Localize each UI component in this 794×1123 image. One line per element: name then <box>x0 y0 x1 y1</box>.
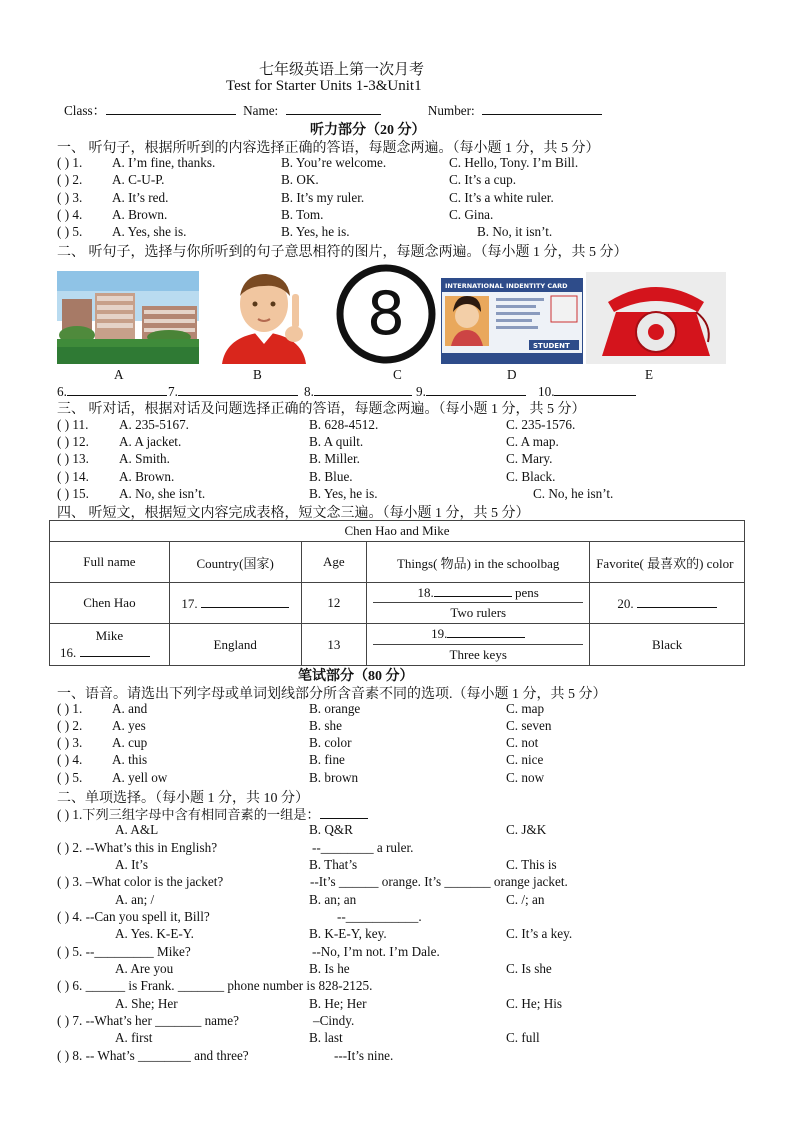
cell-country[interactable] <box>169 583 301 624</box>
red-telephone-picture <box>586 272 726 364</box>
option-a: A. She; Her <box>115 996 178 1011</box>
mc-question-4: ( ) 4. --Can you spell it, Bill? <box>57 909 210 924</box>
number-label: Number: <box>427 103 475 118</box>
header-age: Age <box>301 542 367 583</box>
cell-color: Black <box>590 624 745 666</box>
option-b: B. fine <box>309 752 345 767</box>
mc-answer-5: --No, I’m not. I’m Dale. <box>312 944 440 959</box>
listening-part4-instruction: 四、 听短文，根据短文内容完成表格，短文念三遍。（每小题 1 分，共 5 分） <box>57 506 530 521</box>
blank-line[interactable] <box>314 383 412 396</box>
option-b: B. That’s <box>309 857 358 872</box>
question-number: ( ) 15. <box>57 486 89 501</box>
question-number: ( ) 5. <box>57 224 83 239</box>
mc-question-2: ( ) 2. --What’s this in English? <box>57 840 218 855</box>
mc-answer-4: --___________. <box>337 909 422 924</box>
option-c: C. map <box>506 701 545 716</box>
option-a: A. It’s red. <box>112 190 169 205</box>
blank-line[interactable] <box>80 644 150 657</box>
option-c: C. No, he isn’t. <box>533 486 614 501</box>
mc-answer-2: --________ a ruler. <box>312 840 414 855</box>
thing-line-1[interactable] <box>373 583 583 603</box>
blank-line[interactable] <box>178 383 298 396</box>
option-b: B. OK. <box>281 172 319 187</box>
option-c: C. J&K <box>506 822 547 837</box>
option-b: B. Blue. <box>309 469 353 484</box>
option-c: C. It’s a white ruler. <box>449 190 554 205</box>
blank-label: 8. <box>304 384 314 399</box>
number-blank[interactable] <box>482 102 602 115</box>
option-a: A. first <box>115 1030 153 1045</box>
picture-label-a: A <box>114 367 124 382</box>
blank-line[interactable] <box>554 383 636 396</box>
question-number: ( ) 2. <box>57 718 83 733</box>
option-c: C. Is she <box>506 961 552 976</box>
option-a: A. yes <box>112 718 146 733</box>
cell-things <box>367 624 590 666</box>
option-b: B. He; Her <box>309 996 367 1011</box>
mc-question-3: ( ) 3. –What color is the jacket? <box>57 874 224 889</box>
header-country: Country(国家) <box>169 542 301 583</box>
option-c: C. A map. <box>506 434 559 449</box>
option-b: B. Is he <box>309 961 350 976</box>
question-text: ( ) 1.下列三组字母中含有相同音素的一组是： <box>57 807 320 822</box>
option-b: B. You’re welcome. <box>281 155 387 170</box>
option-b: B. orange <box>309 701 361 716</box>
option-b: B. Yes, he is. <box>309 486 378 501</box>
mc-question-5: ( ) 5. --_________ Mike? <box>57 944 191 959</box>
question-number: ( ) 5. <box>57 770 83 785</box>
mc-answer-7: –Cindy. <box>313 1013 355 1028</box>
card-title: INTERNATIONAL INDENTITY CARD <box>445 282 568 290</box>
question-number: ( ) 1. <box>57 701 83 716</box>
option-c: C. 235-1576. <box>506 417 576 432</box>
option-c: C. full <box>506 1030 540 1045</box>
option-b: B. Tom. <box>281 207 324 222</box>
option-b: B. last <box>309 1030 343 1045</box>
option-a: A. Brown. <box>119 469 175 484</box>
number-in-circle: 8 <box>366 279 406 349</box>
table-row <box>50 583 745 624</box>
name-blank[interactable] <box>286 102 381 115</box>
mc-question-8: ( ) 8. -- What’s ________ and three? <box>57 1048 249 1063</box>
option-a: A. Are you <box>115 961 174 976</box>
mc-question-1 <box>57 804 368 823</box>
option-b: B. brown <box>309 770 359 785</box>
cell-age: 12 <box>301 583 367 624</box>
cell-color[interactable] <box>590 583 745 624</box>
option-b: B. color <box>309 735 352 750</box>
option-b: B. she <box>309 718 342 733</box>
mike-name: Mike <box>95 628 124 643</box>
blank-label: 9. <box>416 384 426 399</box>
option-a: A. this <box>112 752 148 767</box>
blank-label: 17. <box>181 595 198 611</box>
blank-label: 20. <box>617 595 634 611</box>
blank-label: 6. <box>57 384 67 399</box>
blank-label: 19. <box>431 626 448 641</box>
option-b: B. Miller. <box>309 451 360 466</box>
option-b: B. Yes, he is. <box>281 224 350 239</box>
title-cn: 七年级英语上第一次月考 <box>259 62 425 78</box>
thing-line-2: Two rulers <box>450 605 507 620</box>
option-a: A. Smith. <box>119 451 170 466</box>
option-a: A. Brown. <box>112 207 168 222</box>
writing-part2-instruction: 二、单项选择。（每小题 1 分，共 10 分） <box>57 791 309 806</box>
question-number: ( ) 4. <box>57 207 83 222</box>
class-blank[interactable] <box>106 102 236 115</box>
blank-label: 7. <box>168 384 178 399</box>
question-number: ( ) 14. <box>57 469 89 484</box>
info-table <box>49 520 745 666</box>
cell-name <box>50 624 170 666</box>
picture-label-e: E <box>645 367 654 382</box>
class-label: Class： <box>64 103 106 118</box>
header-favorite-color: Favorite( 最喜欢的) color <box>590 542 745 583</box>
thing-line-2: Three keys <box>449 647 507 662</box>
question-number: ( ) 4. <box>57 752 83 767</box>
option-a: A. and <box>112 701 148 716</box>
blank-label: 16. <box>60 645 77 660</box>
school-building-picture <box>57 271 199 364</box>
option-b: B. Q&R <box>309 822 353 837</box>
option-b: B. A quilt. <box>309 434 364 449</box>
option-c: C. Hello, Tony. I’m Bill. <box>449 155 579 170</box>
listening-heading: 听力部分（20 分） <box>310 123 426 138</box>
option-c: C. Gina. <box>449 207 494 222</box>
option-c: C. not <box>506 735 539 750</box>
listening-part1-instruction: 一、 听句子，根据所听到的内容选择正确的答语，每题念两遍。（每小题 1 分，共 5 分） <box>57 141 600 156</box>
option-a: A. A jacket. <box>119 434 182 449</box>
option-a: A. It’s <box>115 857 148 872</box>
option-a: A. Yes. K-E-Y. <box>115 926 194 941</box>
blank-line[interactable] <box>67 383 167 396</box>
question-number: ( ) 13. <box>57 451 89 466</box>
option-b: B. K-E-Y, key. <box>309 926 387 941</box>
cell-country: England <box>169 624 301 666</box>
option-a: A. yell ow <box>112 770 168 785</box>
picture-label-c: C <box>393 367 402 382</box>
option-a: A. A&L <box>115 822 159 837</box>
cell-age: 13 <box>301 624 367 666</box>
mc-question-7: ( ) 7. --What’s her _______ name? <box>57 1013 239 1028</box>
cell-things <box>367 583 590 624</box>
listening-part2-instruction: 二、 听句子，选择与你所听到的句子意思相符的图片，每题念两遍。（每小题 1 分，共 5 分） <box>57 245 628 260</box>
listening-part3-instruction: 三、 听对话，根据对话及问题选择正确的答语，每题念两遍。（每小题 1 分，共 5 分） <box>57 402 586 417</box>
question-number: ( ) 2. <box>57 172 83 187</box>
blank-line[interactable] <box>201 595 289 608</box>
class-field <box>64 100 602 119</box>
picture-label-b: B <box>253 367 262 382</box>
option-a: A. 235-5167. <box>119 417 189 432</box>
option-c: C. He; His <box>506 996 563 1011</box>
option-b: B. 628-4512. <box>309 417 379 432</box>
option-c: C. It’s a key. <box>506 926 573 941</box>
option-c: C. Black. <box>506 469 556 484</box>
option-a: A. cup <box>112 735 148 750</box>
mc-answer-3: --It’s ______ orange. It’s _______ orange jacket. <box>310 874 568 889</box>
option-a: A. No, she isn’t. <box>119 486 206 501</box>
question-number: ( ) 3. <box>57 735 83 750</box>
thing-line-1[interactable] <box>373 624 583 645</box>
blank-line[interactable] <box>426 383 526 396</box>
option-a: A. Yes, she is. <box>112 224 187 239</box>
option-c: B. No, it isn’t. <box>477 224 553 239</box>
table-row <box>50 624 745 666</box>
question-number: ( ) 11. <box>57 417 89 432</box>
blank-label: 10. <box>538 384 555 399</box>
blank-line[interactable] <box>434 584 512 597</box>
id-card-picture <box>441 278 583 364</box>
boy-thinking-picture <box>214 264 314 364</box>
option-c: C. /; an <box>506 892 545 907</box>
option-b: B. It’s my ruler. <box>281 190 365 205</box>
card-student-label: STUDENT <box>533 342 570 350</box>
blank-line[interactable] <box>447 625 525 638</box>
name-blank[interactable] <box>50 644 169 661</box>
blank-line[interactable] <box>637 595 717 608</box>
question-number: ( ) 3. <box>57 190 83 205</box>
option-b: B. an; an <box>309 892 357 907</box>
cell-name: Chen Hao <box>50 583 170 624</box>
blank-line[interactable] <box>320 806 368 819</box>
option-a: A. an; / <box>115 892 155 907</box>
name-label: Name: <box>243 103 279 118</box>
blank-label: 18. <box>417 585 434 600</box>
mc-question-6: ( ) 6. ______ is Frank. _______ phone number is 828-2125. <box>57 978 373 993</box>
option-c: C. seven <box>506 718 552 733</box>
option-a: A. I’m fine, thanks. <box>112 155 216 170</box>
number-eight-picture <box>332 264 440 364</box>
title-en: Test for Starter Units 1-3&Unit1 <box>226 78 422 94</box>
thing-suffix: pens <box>515 585 539 600</box>
picture-label-d: D <box>507 367 517 382</box>
writing-part1-instruction: 一、语音。请选出下列字母或单词划线部分所含音素不同的选项.（每小题 1 分，共 5 分） <box>57 687 607 702</box>
option-c: C. It’s a cup. <box>449 172 517 187</box>
mc-answer-8: ---It’s nine. <box>334 1048 394 1063</box>
question-number: ( ) 12. <box>57 434 89 449</box>
writing-heading: 笔试部分（80 分） <box>298 669 414 684</box>
option-c: C. Mary. <box>506 451 553 466</box>
header-things: Things( 物品) in the schoolbag <box>367 542 590 583</box>
option-c: C. This is <box>506 857 557 872</box>
option-c: C. now <box>506 770 545 785</box>
header-full-name: Full name <box>50 542 170 583</box>
option-c: C. nice <box>506 752 544 767</box>
table-title: Chen Hao and Mike <box>50 521 745 542</box>
question-number: ( ) 1. <box>57 155 83 170</box>
option-a: A. C-U-P. <box>112 172 165 187</box>
